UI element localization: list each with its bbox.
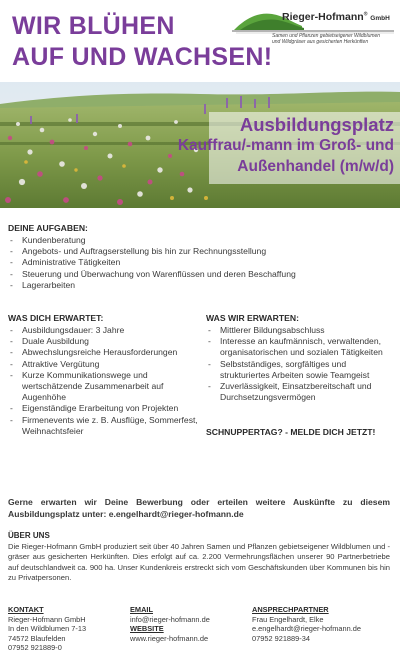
headline-line-2: AUF UND WACHSEN!	[12, 43, 273, 71]
footer-ansprechpartner	[252, 605, 361, 643]
job-title-line-1: Ausbildungsplatz	[239, 114, 394, 135]
kontakt-heading: KONTAKT	[8, 605, 44, 614]
list-item: - Mittlerer Bildungsabschluss	[206, 325, 394, 336]
footer-kontakt	[8, 605, 86, 653]
kontakt-street: In den Wildblumen 7-13	[8, 624, 87, 634]
kontakt-phone[interactable]: 07952 921889-0	[8, 643, 62, 653]
email-link[interactable]: info@rieger-hofmann.de	[130, 614, 210, 624]
section-title-erwarten-wir: WAS WIR ERWARTEN:	[206, 313, 299, 323]
header	[0, 0, 400, 82]
list-item: - Ausbildungsdauer: 3 Jahre	[8, 325, 202, 336]
ansprechpartner-name: Frau Engelhardt, Elke	[252, 614, 324, 624]
list-item: - Firmenevents wie z. B. Ausflüge, Sommerfest, Weihnachtsfeier	[8, 415, 202, 437]
logo-name: Rieger-Hofmann® GmbH	[282, 11, 390, 23]
list-item: - Kurze Kommunikationswege und wertschätzende Zusammenarbeit auf Augenhöhe	[8, 370, 202, 404]
headline-line-1: WIR BLÜHEN	[12, 12, 175, 40]
about-text: Die Rieger-Hofmann GmbH produziert seit über 40 Jahren Samen und Pflanzen gebietseigener Wildblumen und -gräser aus gesicherten Herkünften. Dies erfolgt auf ca. 2.200 Vermehrungsflächen unserer 90 Partnerbetriebe auf deutschlandweit ca. 900 ha. Unser Kundenkreis erstreckt sich vom Geschäftskunden über Kommunen bis hin zu Privatpersonen.	[8, 542, 391, 583]
erwarten-wir-list	[206, 325, 394, 403]
list-item: - Abwechslungsreiche Herausforderungen	[8, 347, 202, 358]
list-item: - Steuerung und Überwachung von Warenflüssen und deren Beschaffung	[8, 269, 393, 280]
list-item: - Lagerarbeiten	[8, 280, 393, 291]
list-item: - Administrative Tätigkeiten	[8, 257, 393, 268]
section-title-aufgaben: DEINE AUFGABEN:	[8, 223, 88, 233]
list-item: - Angebots- und Auftragserstellung bis hin zur Rechnungsstellung	[8, 246, 393, 257]
list-item: - Interesse an kaufmännisch, verwaltenden, organisatorischen und sozialen Tätigkeiten	[206, 336, 394, 358]
job-title-line-3: Außenhandel (m/w/d)	[237, 158, 394, 175]
kontakt-city: 74572 Blaufelden	[8, 633, 66, 643]
company-logo[interactable]	[232, 6, 394, 56]
job-title-box	[177, 112, 400, 184]
logo-tagline: Samen und Pflanzen gebietseigener Wildblumen und Wildgräser aus gesicherten Herkünften	[272, 33, 381, 45]
list-item: - Kundenberatung	[8, 235, 393, 246]
list-item: - Eigenständige Erarbeitung von Projekten	[8, 403, 202, 414]
erwartet-dich-list	[8, 325, 202, 437]
website-heading: WEBSITE	[130, 624, 164, 634]
footer-email	[130, 605, 210, 643]
website-link[interactable]: www.rieger-hofmann.de	[130, 633, 209, 643]
list-item: - Selbstständiges, sorgfältiges und strukturiertes Arbeiten sowie Teamgeist	[206, 359, 394, 381]
aufgaben-list	[8, 235, 393, 291]
ansprechpartner-phone[interactable]: 07952 921889-34	[252, 633, 310, 643]
list-item: - Zuverlässigkeit, Einsatzbereitschaft und Durchsetzungsvermögen	[206, 381, 394, 403]
ansprechpartner-email[interactable]: e.engelhardt@rieger-hofmann.de	[252, 624, 361, 634]
kontakt-company: Rieger-Hofmann GmbH	[8, 614, 86, 624]
job-title-line-2: Kauffrau/-mann im Groß- und	[177, 137, 394, 154]
list-item: - Attraktive Vergütung	[8, 359, 202, 370]
email-heading: EMAIL	[130, 605, 153, 614]
application-text: Gerne erwarten wir Deine Bewerbung oder erteilen weitere Auskünfte zu diesem Ausbildungsplatz unter: e.engelhardt@rieger-hofmann.de	[8, 497, 390, 519]
list-item: - Duale Ausbildung	[8, 336, 202, 347]
schnuppertag-call-to-action: SCHNUPPERTAG? - MELDE DICH JETZT!	[206, 427, 376, 437]
about-title: ÜBER UNS	[8, 531, 50, 540]
section-title-erwartet-dich: WAS DICH ERWARTET:	[8, 313, 104, 323]
ansprechpartner-heading: ANSPRECHPARTNER	[252, 605, 329, 614]
